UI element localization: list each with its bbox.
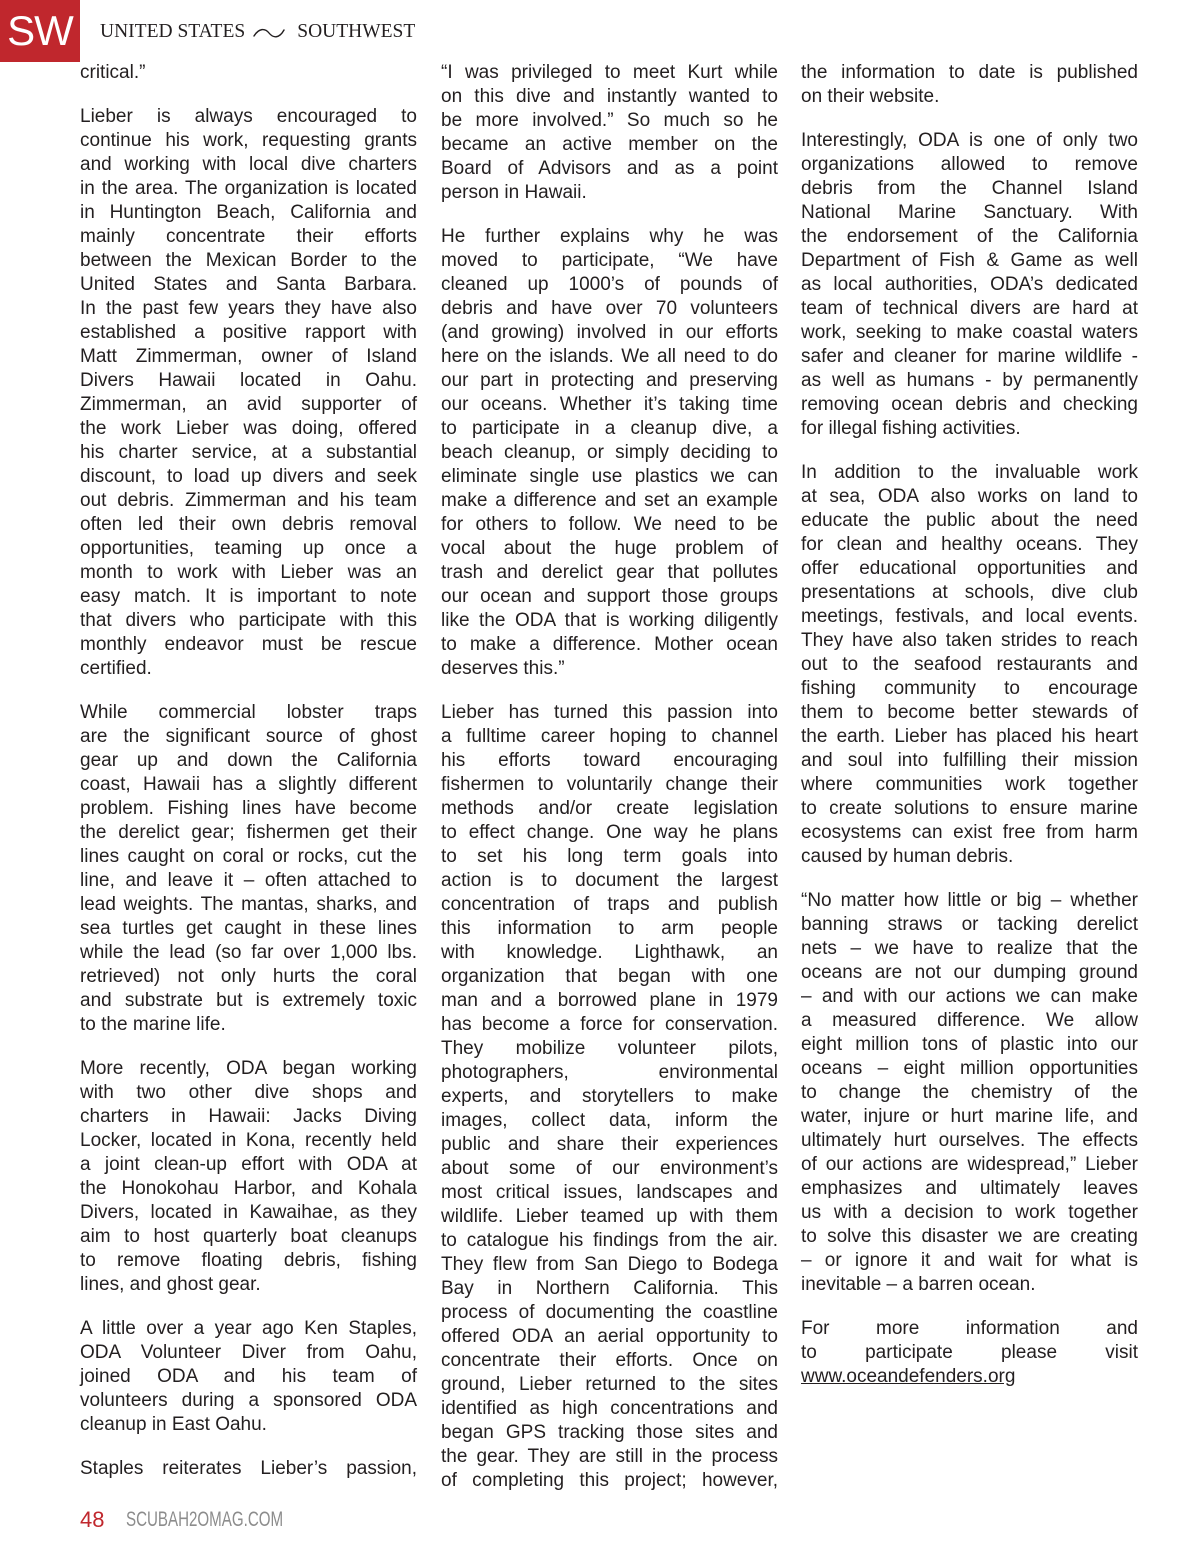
text-line: In addition to the invaluable work — [801, 462, 1138, 483]
text-line: often led their own debris removal — [80, 514, 417, 535]
text-line: Matt Zimmerman, owner of Island — [80, 346, 417, 367]
text-line: where communities work together — [801, 774, 1138, 795]
tilde-swoosh-icon — [253, 25, 285, 41]
text-line: debris and have over 70 volunteers — [441, 298, 778, 319]
text-line: methods and/or create legislation — [441, 798, 778, 819]
text-line: Zimmerman, an avid supporter of — [80, 394, 417, 415]
text-line: Bay in Northern California. This — [441, 1278, 778, 1299]
text-line: debris from the Channel Island — [801, 178, 1138, 199]
text-line: While commercial lobster traps — [80, 702, 417, 723]
text-line: ultimately hurt ourselves. The effects — [801, 1130, 1138, 1151]
text-line: between the Mexican Border to the — [80, 250, 417, 271]
paragraph — [80, 1457, 417, 1481]
text-line: and substrate but is extremely toxic — [80, 990, 417, 1011]
text-line: in the area. The organization is located — [80, 178, 417, 199]
paragraph — [801, 129, 1138, 441]
text-line: oceans – eight million opportunities — [801, 1058, 1138, 1079]
text-line: gear up and down the California — [80, 750, 417, 771]
text-line: joined ODA and his team of — [80, 1366, 417, 1387]
column-1 — [80, 61, 417, 1501]
text-line: aim to host quarterly boat cleanups — [80, 1226, 417, 1247]
paragraph — [80, 1057, 417, 1297]
paragraph — [801, 889, 1138, 1297]
region-label: SOUTHWEST — [297, 21, 416, 42]
text-line: with knowledge. Lighthawk, an — [441, 942, 778, 963]
text-line: the gear. They are still in the process — [441, 1446, 778, 1467]
paragraph — [441, 701, 778, 1493]
text-line: ODA Volunteer Diver from Oahu, — [80, 1342, 417, 1363]
text-line: They mobilize volunteer pilots, — [441, 1038, 778, 1059]
text-line: ecosystems can exist free from harm — [801, 822, 1138, 843]
text-line: person in Hawaii. — [441, 182, 587, 203]
text-line: concentration of traps and publish — [441, 894, 778, 915]
paragraph — [801, 61, 1138, 109]
text-line: to set his long term goals into — [441, 846, 778, 867]
text-line: out to the seafood restaurants and — [801, 654, 1138, 675]
text-line: vocal about the huge problem of — [441, 538, 778, 559]
text-line: while the lead (so far over 1,000 lbs. — [80, 942, 417, 963]
text-line: nets – we have to realize that the — [801, 938, 1138, 959]
text-line: opportunities, teaming up once a — [80, 538, 417, 559]
text-line: certified. — [80, 658, 152, 679]
column-2 — [441, 61, 778, 1513]
text-line: the endorsement of the California — [801, 226, 1138, 247]
text-line: our ocean and support those groups — [441, 586, 778, 607]
column-3 — [801, 61, 1138, 1409]
magazine-site-label: SCUBAH2OMAG.COM — [126, 1508, 284, 1531]
text-line: In the past few years they have also — [80, 298, 417, 319]
paragraph — [80, 105, 417, 681]
text-line: to participate please visit — [801, 1342, 1138, 1363]
text-line: on their website. — [801, 86, 940, 107]
region-heading — [100, 20, 415, 44]
text-line: about some of our environment’s — [441, 1158, 778, 1179]
text-line: to remove floating debris, fishing — [80, 1250, 417, 1271]
text-line: the Honokohau Harbor, and Kohala — [80, 1178, 417, 1199]
text-line: work, seeking to make coastal waters — [801, 322, 1138, 343]
text-line: fishing community to encourage — [801, 678, 1138, 699]
text-line: A little over a year ago Ken Staples, — [80, 1318, 417, 1339]
text-line: Staples reiterates Lieber’s passion, — [80, 1458, 417, 1479]
text-line: a measured difference. We allow — [801, 1010, 1138, 1031]
text-line: beach cleanup, or simply deciding to — [441, 442, 778, 463]
text-line: this information to arm people — [441, 918, 778, 939]
text-line: process of documenting the coastline — [441, 1302, 778, 1323]
text-line: man and a borrowed plane in 1979 — [441, 990, 778, 1011]
text-line: images, collect data, inform the — [441, 1110, 778, 1131]
text-line: established a positive rapport with — [80, 322, 417, 343]
text-line: They flew from San Diego to Bodega — [441, 1254, 778, 1275]
text-line: for clean and healthy oceans. They — [801, 534, 1138, 555]
text-line: eight million tons of plastic into our — [801, 1034, 1138, 1055]
text-line: emphasizes and ultimately leaves — [801, 1178, 1138, 1199]
text-line: cleanup in East Oahu. — [80, 1414, 267, 1435]
text-line: and soul into fulfilling their mission — [801, 750, 1138, 771]
text-line: us with a decision to work together — [801, 1202, 1138, 1223]
text-line: mainly concentrate their efforts — [80, 226, 417, 247]
text-line: He further explains why he was — [441, 226, 778, 247]
text-line: meetings, festivals, and local events. — [801, 606, 1138, 627]
text-line: More recently, ODA began working — [80, 1058, 417, 1079]
text-line: “I was privileged to meet Kurt while — [441, 62, 778, 83]
text-line: removing ocean debris and checking — [801, 394, 1138, 415]
text-line: safer and cleaner for marine wildlife - — [801, 346, 1138, 367]
paragraph — [80, 61, 417, 85]
text-line: experts, and storytellers to make — [441, 1086, 778, 1107]
text-line: Divers, located in Kawaihae, as they — [80, 1202, 417, 1223]
text-line: organizations allowed to remove — [801, 154, 1138, 175]
text-line: to create solutions to ensure marine — [801, 798, 1138, 819]
text-line: as local authorities, ODA’s dedicated — [801, 274, 1138, 295]
country-label: UNITED STATES — [100, 21, 246, 42]
text-line: caused by human debris. — [801, 846, 1014, 867]
text-line: his charter service, at a substantial — [80, 442, 417, 463]
text-line: them to become better stewards of — [801, 702, 1138, 723]
text-line: banning straws or tacking derelict — [801, 914, 1138, 935]
text-line: charters in Hawaii: Jacks Diving — [80, 1106, 417, 1127]
text-line: Board of Advisors and as a point — [441, 158, 778, 179]
text-line: to catalogue his findings from the air. — [441, 1230, 778, 1251]
text-line: most critical issues, landscapes and — [441, 1182, 778, 1203]
text-line: easy match. It is important to note — [80, 586, 417, 607]
text-line: Lieber has turned this passion into — [441, 702, 778, 723]
text-line: his efforts toward encouraging — [441, 750, 778, 771]
text-line: line, and leave it – often attached to — [80, 870, 417, 891]
text-line: trash and derelict gear that pollutes — [441, 562, 778, 583]
text-line: to the marine life. — [80, 1014, 226, 1035]
text-line: offer educational opportunities and — [801, 558, 1138, 579]
text-line: began GPS tracking those sites and — [441, 1422, 778, 1443]
text-line: has become a force for conservation. — [441, 1014, 778, 1035]
text-line: educate the public about the need — [801, 510, 1138, 531]
text-line: a joint clean-up effort with ODA at — [80, 1154, 417, 1175]
text-line: moved to participate, “We have — [441, 250, 778, 271]
text-line: lines caught on coral or rocks, cut the — [80, 846, 417, 867]
text-line: of our actions are widespread,” Lieber — [801, 1154, 1138, 1175]
text-line: the work Lieber was doing, offered — [80, 418, 417, 439]
text-line: became an active member on the — [441, 134, 778, 155]
text-line: monthly endeavor must be rescue — [80, 634, 417, 655]
paragraph — [801, 461, 1138, 869]
text-line: that divers who participate with this — [80, 610, 417, 631]
text-line: problem. Fishing lines have become — [80, 798, 417, 819]
text-line: critical.” — [80, 62, 146, 83]
paragraph — [801, 1317, 1138, 1389]
website-link[interactable]: www.oceandefenders.org — [801, 1366, 1016, 1387]
text-line: identified as high concentrations and — [441, 1398, 778, 1419]
text-line: in Huntington Beach, California and — [80, 202, 417, 223]
text-line: month to work with Lieber was an — [80, 562, 417, 583]
text-line: to effect change. One way he plans — [441, 822, 778, 843]
text-line: Locker, located in Kona, recently held — [80, 1130, 417, 1151]
text-line: to change the chemistry of the — [801, 1082, 1138, 1103]
text-line: coast, Hawaii has a slightly different — [80, 774, 417, 795]
paragraph — [441, 61, 778, 205]
text-line: are the significant source of ghost — [80, 726, 417, 747]
text-line: the earth. Lieber has placed his heart — [801, 726, 1138, 747]
text-line: and working with local dive charters — [80, 154, 417, 175]
text-line: team of technical divers are hard at — [801, 298, 1138, 319]
text-line: offered ODA an aerial opportunity to — [441, 1326, 778, 1347]
text-line: – or ignore it and wait for what is — [801, 1250, 1138, 1271]
text-line: inevitable – a barren ocean. — [801, 1274, 1036, 1295]
page-number: 48 — [80, 1507, 105, 1532]
text-line: fishermen to voluntarily change their — [441, 774, 778, 795]
text-line: For more information and — [801, 1318, 1138, 1339]
text-line: retrieved) not only hurts the coral — [80, 966, 417, 987]
text-line: with two other dive shops and — [80, 1082, 417, 1103]
text-line: be more involved.” So much so he — [441, 110, 778, 131]
text-line: water, injure or hurt marine life, and — [801, 1106, 1138, 1127]
text-line: our oceans. Whether it’s taking time — [441, 394, 778, 415]
text-line: Department of Fish & Game as well — [801, 250, 1138, 271]
text-line: presentations at schools, dive club — [801, 582, 1138, 603]
text-line: sea turtles get caught in these lines — [80, 918, 417, 939]
text-line: make a difference and set an example — [441, 490, 778, 511]
text-line: – and with our actions we can make — [801, 986, 1138, 1007]
text-line: volunteers during a sponsored ODA — [80, 1390, 417, 1411]
text-line: a fulltime career hoping to channel — [441, 726, 778, 747]
text-line: cleaned up 1000’s of pounds of — [441, 274, 778, 295]
text-line: Lieber is always encouraged to — [80, 106, 417, 127]
text-line: discount, to load up divers and seek — [80, 466, 417, 487]
text-line: Interestingly, ODA is one of only two — [801, 130, 1138, 151]
paragraph — [80, 701, 417, 1037]
text-line: like the ODA that is working diligently — [441, 610, 778, 631]
text-line: public and share their experiences — [441, 1134, 778, 1155]
text-line: on this dive and instantly wanted to — [441, 86, 778, 107]
text-line: of completing this project; however, — [441, 1470, 778, 1491]
text-line: organization that began with one — [441, 966, 778, 987]
paragraph — [80, 1317, 417, 1437]
text-line: action is to document the largest — [441, 870, 778, 891]
text-line: concentrate their efforts. Once on — [441, 1350, 778, 1371]
section-code: SW — [7, 7, 73, 54]
text-line: here on the islands. We all need to do — [441, 346, 778, 367]
text-line: continue his work, requesting grants — [80, 130, 417, 151]
text-line: our part in protecting and preserving — [441, 370, 778, 391]
text-line: They have also taken strides to reach — [801, 630, 1138, 651]
text-line: United States and Santa Barbara. — [80, 274, 417, 295]
text-line: deserves this.” — [441, 658, 565, 679]
text-line: National Marine Sanctuary. With — [801, 202, 1138, 223]
text-line: for others to follow. We need to be — [441, 514, 778, 535]
text-line: lines, and ghost gear. — [80, 1274, 261, 1295]
text-line: for illegal fishing activities. — [801, 418, 1021, 439]
text-line: (and growing) involved in our efforts — [441, 322, 778, 343]
paragraph — [441, 225, 778, 681]
text-line: at sea, ODA also works on land to — [801, 486, 1138, 507]
text-line: as well as humans - by permanently — [801, 370, 1138, 391]
text-line: to solve this disaster we are creating — [801, 1226, 1138, 1247]
text-line: the derelict gear; fishermen get their — [80, 822, 417, 843]
text-line: Divers Hawaii located in Oahu. — [80, 370, 417, 391]
section-badge — [0, 0, 80, 62]
text-line: wildlife. Lieber teamed up with them — [441, 1206, 778, 1227]
text-line: eliminate single use plastics we can — [441, 466, 778, 487]
text-line: the information to date is published — [801, 62, 1138, 83]
text-line: lead weights. The mantas, sharks, and — [80, 894, 417, 915]
text-line: ground, Lieber returned to the sites — [441, 1374, 778, 1395]
text-line: to make a difference. Mother ocean — [441, 634, 778, 655]
text-line: “No matter how little or big – whether — [801, 890, 1138, 911]
text-line: to participate in a cleanup dive, a — [441, 418, 778, 439]
text-line: out debris. Zimmerman and his team — [80, 490, 417, 511]
text-line: photographers, environmental — [441, 1062, 778, 1083]
text-line: oceans are not our dumping ground — [801, 962, 1138, 983]
